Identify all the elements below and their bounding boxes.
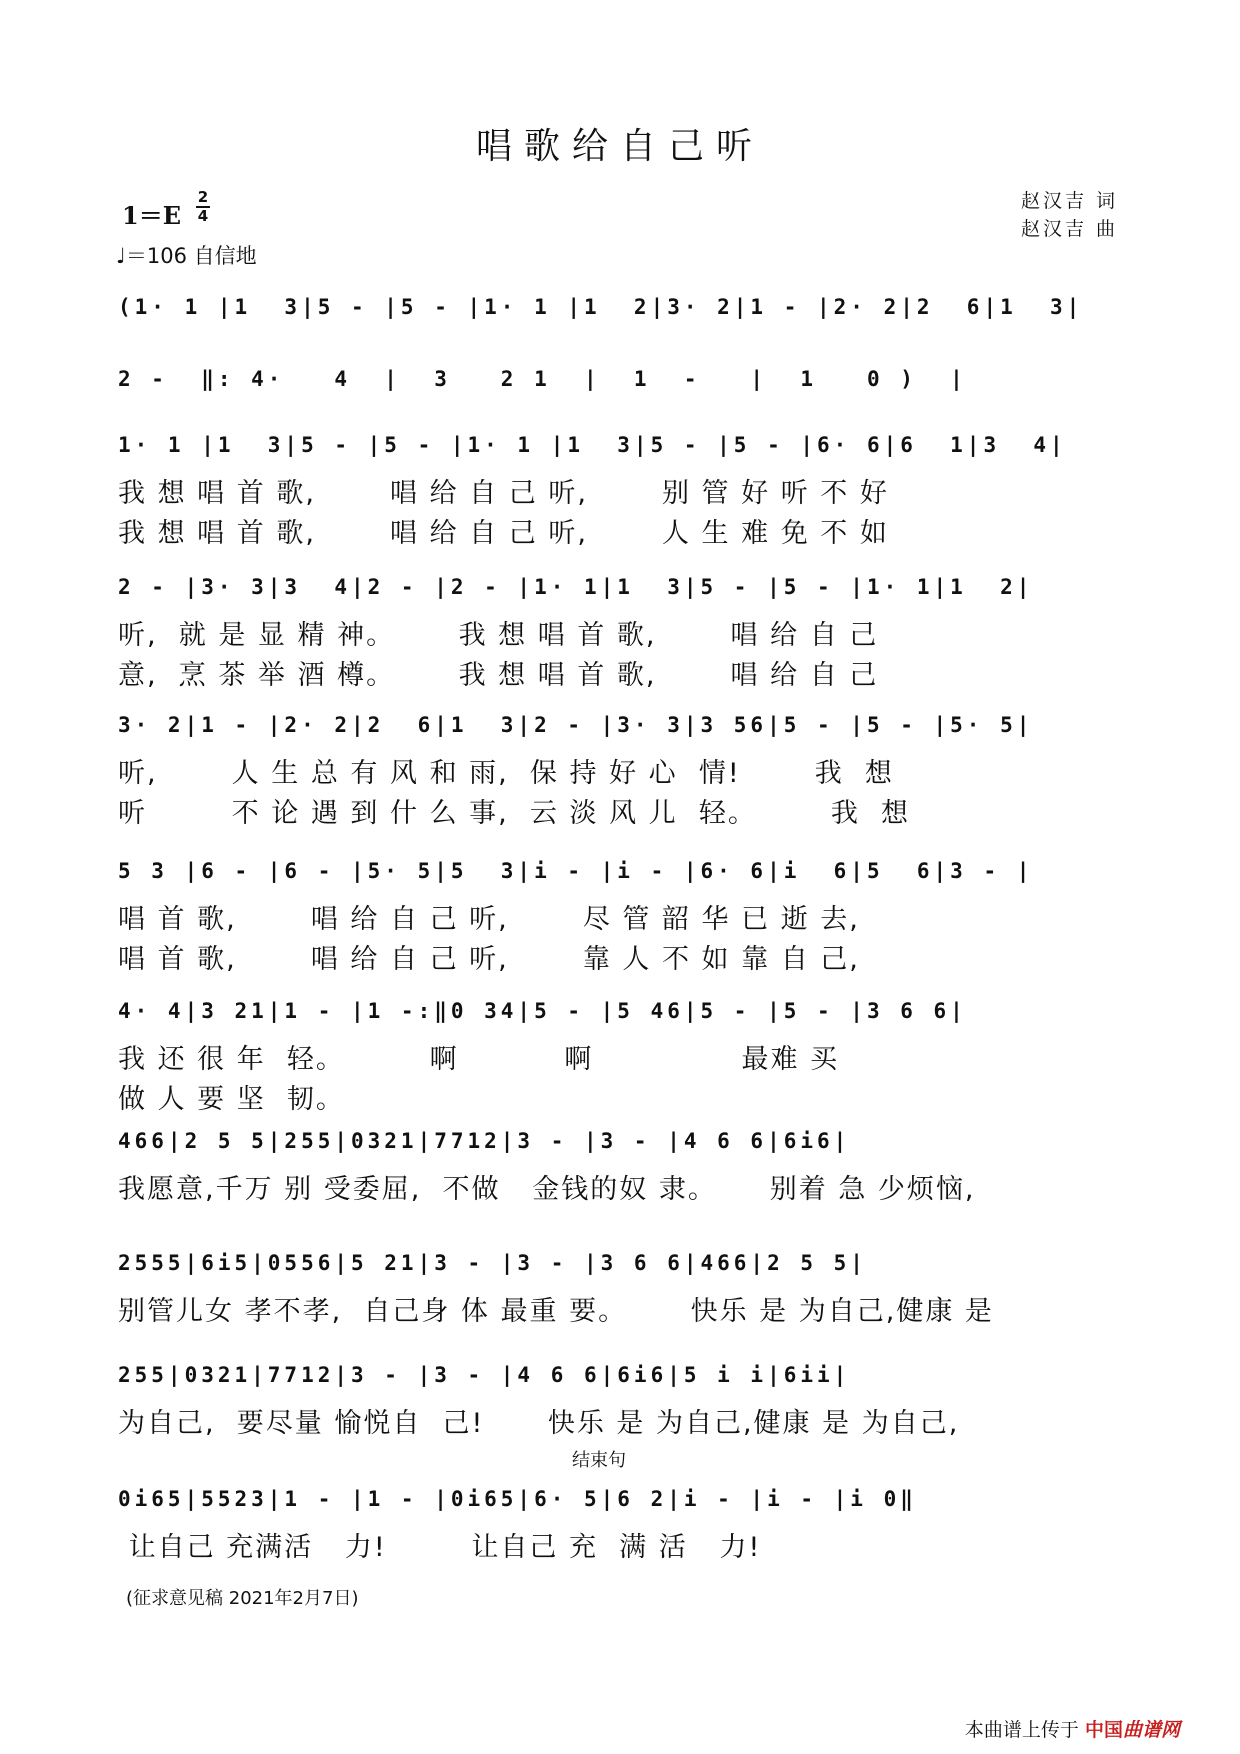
footer-brand: 中国: [1084, 1719, 1123, 1741]
ending-label: 结束句: [572, 1450, 626, 1471]
lyric-text: 为自己, 要尽量 愉悦自 己! 快乐 是 为自己,健康 是 为自己,: [118, 1408, 960, 1439]
notation-text: 2 - |3· 3|3 4|2 - |2 - |1· 1|1 3|5 - |5 - |1· 1|1 2|: [118, 575, 1034, 599]
lyric-text: 我愿意,千万 别 受委屈, 不做 金钱的奴 隶。 别着 急 少烦恼,: [118, 1174, 976, 1205]
notation-text: (1· 1 |1 3|5 - |5 - |1· 1 |1 2|3· 2|1 - |2· 2|2 6|1 3|: [118, 295, 1084, 319]
notation-row: [118, 1474, 1124, 1524]
notation-row: [118, 1350, 1124, 1400]
lyric-text: 唱 首 歌, 唱 给 自 己 听, 靠 人 不 如 靠 自 己,: [118, 944, 860, 975]
notation-text: 1· 1 |1 3|5 - |5 - |1· 1 |1 3|5 - |5 - |6· 6|6 1|3 4|: [118, 433, 1067, 457]
notation-row: [118, 1116, 1124, 1166]
lyric-row: [118, 756, 1124, 792]
tempo-marking: ♩＝106 自信地: [116, 244, 257, 268]
notation-text: 466|2 5 5|255|0321|7712|3 - |3 - |4 6 6|6i6|: [118, 1129, 851, 1153]
lyric-row: [118, 1406, 1124, 1442]
footer: [965, 1715, 1180, 1742]
notation-text: 255|0321|7712|3 - |3 - |4 6 6|6i6|5 i i|6ii|: [118, 1363, 851, 1387]
lyric-text: 让自己 充满活 力! 让自己 充 满 活 力!: [118, 1532, 762, 1563]
notation-row: [118, 1238, 1124, 1288]
lyric-row: [118, 476, 1124, 512]
lyric-row: [118, 942, 1124, 978]
notation-row: [118, 282, 1124, 332]
lyric-text: 听, 就 是 显 精 神。 我 想 唱 首 歌, 唱 给 自 己: [118, 620, 879, 651]
notation-text: 2 - ‖: 4· 4 | 3 2 1 | 1 - | 1 0 ) |: [118, 367, 967, 391]
lyric-row: [118, 658, 1124, 694]
lyric-text: 别管儿女 孝不孝, 自己身 体 最重 要。 快乐 是 为自己,健康 是: [118, 1296, 994, 1327]
notation-row: [118, 986, 1124, 1036]
notation-row: [118, 354, 1124, 404]
lyric-text: 听 不 论 遇 到 什 么 事, 云 淡 风 儿 轻。 我 想: [118, 798, 911, 829]
lyric-row: [118, 1172, 1124, 1208]
lyric-text: 意, 烹 茶 举 酒 樽。 我 想 唱 首 歌, 唱 给 自 己: [118, 660, 879, 691]
draft-note: (征求意见稿 2021年2月7日): [126, 1588, 359, 1609]
notation-row: [118, 846, 1124, 896]
lyric-row: [118, 796, 1124, 832]
time-signature: [196, 190, 210, 224]
lyric-row: [118, 618, 1124, 654]
notation-row: [118, 562, 1124, 612]
composer-credit: 赵汉吉 曲: [1020, 218, 1118, 240]
notation-text: 0i65|5523|1 - |1 - |0i65|6· 5|6 2|i - |i - |i 0‖: [118, 1487, 917, 1511]
notation-row: [118, 420, 1124, 470]
notation-text: 4· 4|3 21|1 - |1 -:‖0 34|5 - |5 46|5 - |5 - |3 6 6|: [118, 999, 967, 1023]
footer-brand-2: 曲谱网: [1122, 1719, 1180, 1741]
lyricist-credit: 赵汉吉 词: [1020, 190, 1118, 212]
lyric-row: [118, 1294, 1124, 1330]
lyric-row: [118, 516, 1124, 552]
page-title: 唱歌给自己听: [475, 126, 764, 167]
time-signature-bottom: 4: [197, 207, 209, 225]
notation-text: 3· 2|1 - |2· 2|2 6|1 3|2 - |3· 3|3 56|5 - |5 - |5· 5|: [118, 713, 1034, 737]
footer-prefix: 本曲谱上传于: [964, 1719, 1079, 1741]
notation-text: 2555|6i5|0556|5 21|3 - |3 - |3 6 6|466|2 5 5|: [118, 1251, 867, 1275]
notation-row: [118, 700, 1124, 750]
lyric-text: 做 人 要 坚 韧。: [118, 1084, 345, 1115]
lyric-text: 我 想 唱 首 歌, 唱 给 自 己 听, 人 生 难 免 不 如: [118, 518, 889, 549]
lyric-text: 我 想 唱 首 歌, 唱 给 自 己 听, 别 管 好 听 不 好: [118, 478, 889, 509]
lyric-text: 我 还 很 年 轻。 啊 啊 最难 买: [118, 1044, 840, 1075]
time-signature-top: 2: [197, 188, 209, 206]
lyric-row: [118, 1530, 1124, 1566]
key-signature: 1＝E: [122, 201, 181, 230]
lyric-row: [118, 902, 1124, 938]
lyric-text: 唱 首 歌, 唱 给 自 己 听, 尽 管 韶 华 已 逝 去,: [118, 904, 860, 935]
lyric-text: 听, 人 生 总 有 风 和 雨, 保 持 好 心 情! 我 想: [118, 758, 894, 789]
lyric-row: [118, 1042, 1124, 1078]
notation-text: 5 3 |6 - |6 - |5· 5|5 3|i - |i - |6· 6|i 6|5 6|3 - |: [118, 859, 1034, 883]
lyric-row: [118, 1082, 1124, 1118]
